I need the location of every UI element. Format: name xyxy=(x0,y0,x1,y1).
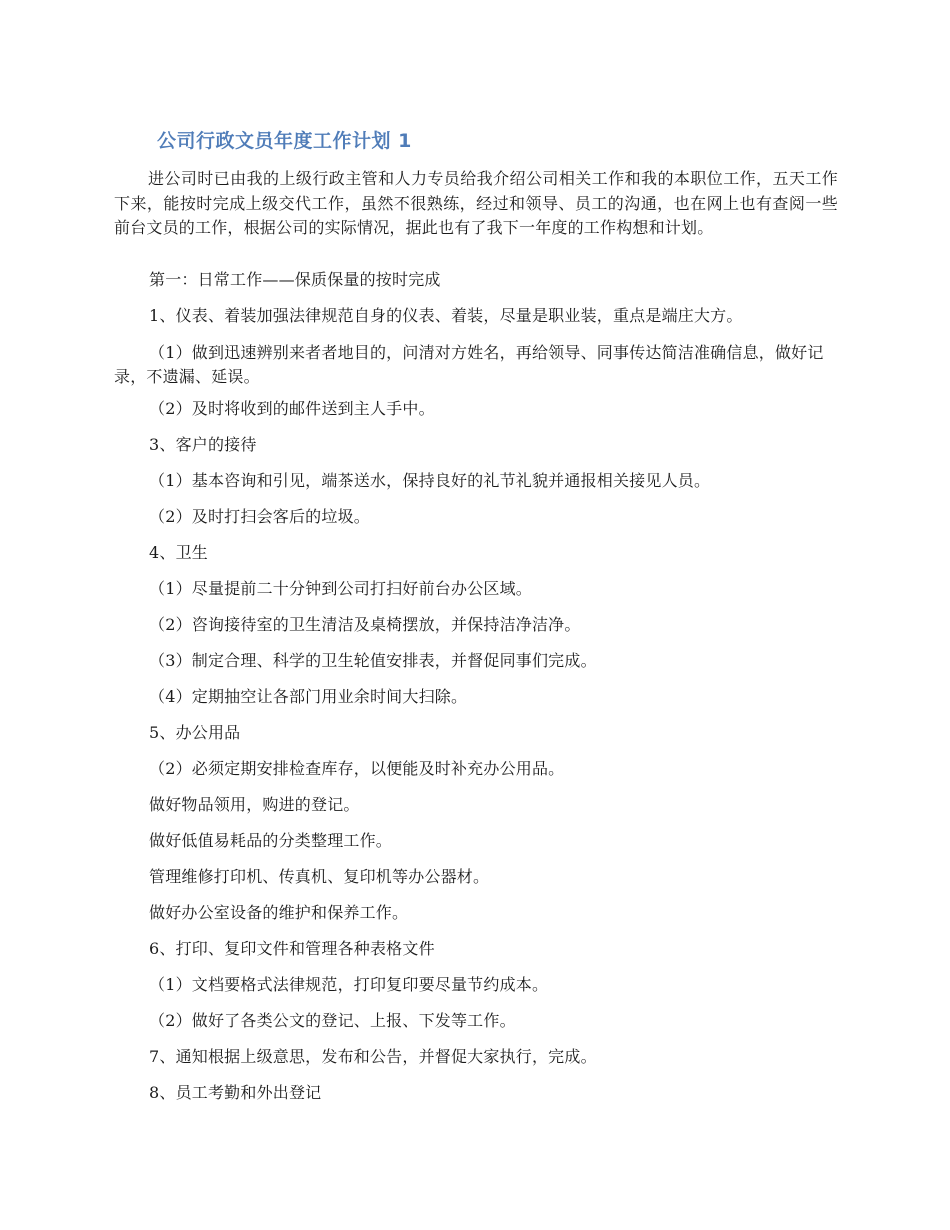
item-consumables-sorting: 做好低值易耗品的分类整理工作。 xyxy=(149,831,393,850)
heading-hygiene: 4、卫生 xyxy=(149,543,208,562)
item-notices: 7、通知根据上级意思，发布和公告，并督促大家执行，完成。 xyxy=(149,1047,597,1066)
item-official-documents: （2）做好了各类公文的登记、上报、下发等工作。 xyxy=(149,1011,516,1030)
item-mail-delivery: （2）及时将收到的邮件送到主人手中。 xyxy=(149,399,435,418)
heading-client-reception: 3、客户的接待 xyxy=(149,435,257,454)
item-supply-registration: 做好物品领用，购进的登记。 xyxy=(149,795,360,814)
item-document-format: （1）文档要格式法律规范，打印复印要尽量节约成本。 xyxy=(149,975,549,994)
heading-attendance: 8、员工考勤和外出登记 xyxy=(149,1083,322,1102)
item-equipment-repair: 管理维修打印机、传真机、复印机等办公器材。 xyxy=(149,867,490,886)
item-inventory-check: （2）必须定期安排检查库存，以便能及时补充办公用品。 xyxy=(149,759,565,778)
section-heading-daily-work: 第一：日常工作——保质保量的按时完成 xyxy=(149,270,441,289)
document-title: 公司行政文员年度工作计划 1 xyxy=(157,130,412,152)
item-cleanup-after-meeting: （2）及时打扫会客后的垃圾。 xyxy=(149,507,370,526)
item-duty-schedule: （3）制定合理、科学的卫生轮值安排表，并督促同事们完成。 xyxy=(149,651,597,670)
item-visitor-reception: （1）做到迅速辨别来者者地目的，问清对方姓名，再给领导、同事传达简洁准确信息，做好记录，不遗漏、延误。 xyxy=(114,343,824,386)
item-reception-room: （2）咨询接待室的卫生清洁及桌椅摆放，并保持洁净洁净。 xyxy=(149,615,581,634)
heading-office-supplies: 5、办公用品 xyxy=(149,723,241,742)
heading-printing-documents: 6、打印、复印文件和管理各种表格文件 xyxy=(149,939,435,958)
item-appearance: 1、仪表、着装加强法律规范自身的仪表、着装，尽量是职业装，重点是端庄大方。 xyxy=(149,306,743,325)
item-general-cleaning: （4）定期抽空让各部门用业余时间大扫除。 xyxy=(149,687,468,706)
item-early-cleaning: （1）尽量提前二十分钟到公司打扫好前台办公区域。 xyxy=(149,579,532,598)
item-equipment-maintenance: 做好办公室设备的维护和保养工作。 xyxy=(149,903,409,922)
intro-paragraph: 进公司时已由我的上级行政主管和人力专员给我介绍公司相关工作和我的本职位工作，五天工作下来，能按时完成上级交代工作，虽然不很熟练，经过和领导、员工的沟通，也在网上也有查阅一些前台文员的工作，根据公司的实际情况，据此也有了我下一年度的工作构想和计划。 xyxy=(114,169,838,237)
item-consultation: （1）基本咨询和引见，端茶送水，保持良好的礼节礼貌并通报相关接见人员。 xyxy=(149,471,711,490)
